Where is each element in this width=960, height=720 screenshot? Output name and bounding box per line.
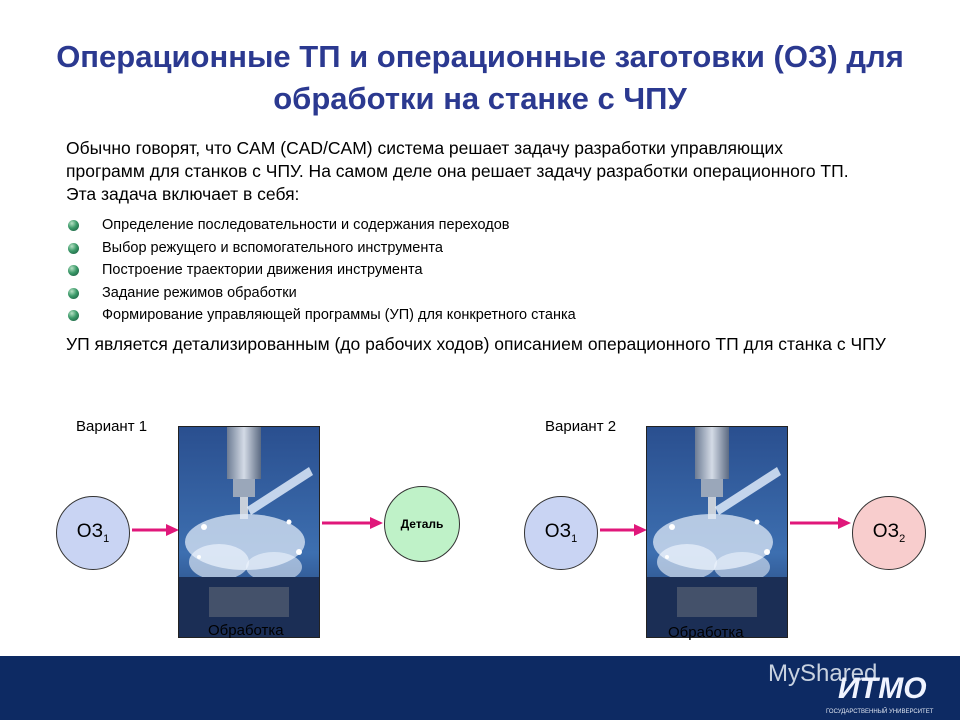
machining-photo [178,426,320,638]
variant-1-process-label: Обработка [208,622,284,639]
bullet-icon [68,243,79,254]
bullet-icon [68,310,79,321]
list-item: Выбор режущего и вспомогательного инструмента [66,237,576,260]
variant-2-input-circle: $ОЗ_1$ [524,496,598,570]
list-item: Построение траектории движения инструмента [66,259,576,282]
slide-title: Операционные ТП и операционные заготовки (ОЗ) для обработки на станке с ЧПУ [56,39,904,116]
variant-1-output-circle: Деталь [384,486,460,562]
task-list [66,214,576,327]
itmo-logo: ИТМО [838,672,927,705]
bullet-icon [68,288,79,299]
intro-paragraph: Обычно говорят, что CAM (CAD/CAM) система решает задачу разработки управляющих программ для станков с ЧПУ. На самом деле она решает задачу разработки операционного ТП. Эта задача включает в себя: [66,138,849,204]
arrow-icon [132,522,180,538]
bullet-icon [68,220,79,231]
variant-2-label: Вариант 2 [545,418,617,435]
arrow-icon [600,522,648,538]
variant-1-input-circle: $ОЗ_1$ [56,496,130,570]
list-item: Задание режимов обработки [66,282,576,305]
logo-subtitle: ГОСУДАРСТВЕННЫЙ УНИВЕРСИТЕТ [826,709,934,715]
arrow-icon [790,515,852,531]
arrow-icon [322,515,384,531]
watermark: MyShared [768,660,878,687]
list-item: Формирование управляющей программы (УП) для конкретного станка [66,304,576,327]
variant-2-process-label: Обработка [668,624,744,641]
summary-paragraph: УП является детализированным (до рабочих ходов) описанием операционного ТП для станка с ЧПУ [66,334,886,354]
variant-2-output-circle: $ОЗ_2$ [852,496,926,570]
machining-photo [646,426,788,638]
bullet-icon [68,265,79,276]
variant-1-label: Вариант 1 [76,418,148,435]
list-item: Определение последовательности и содержания переходов [66,214,576,237]
